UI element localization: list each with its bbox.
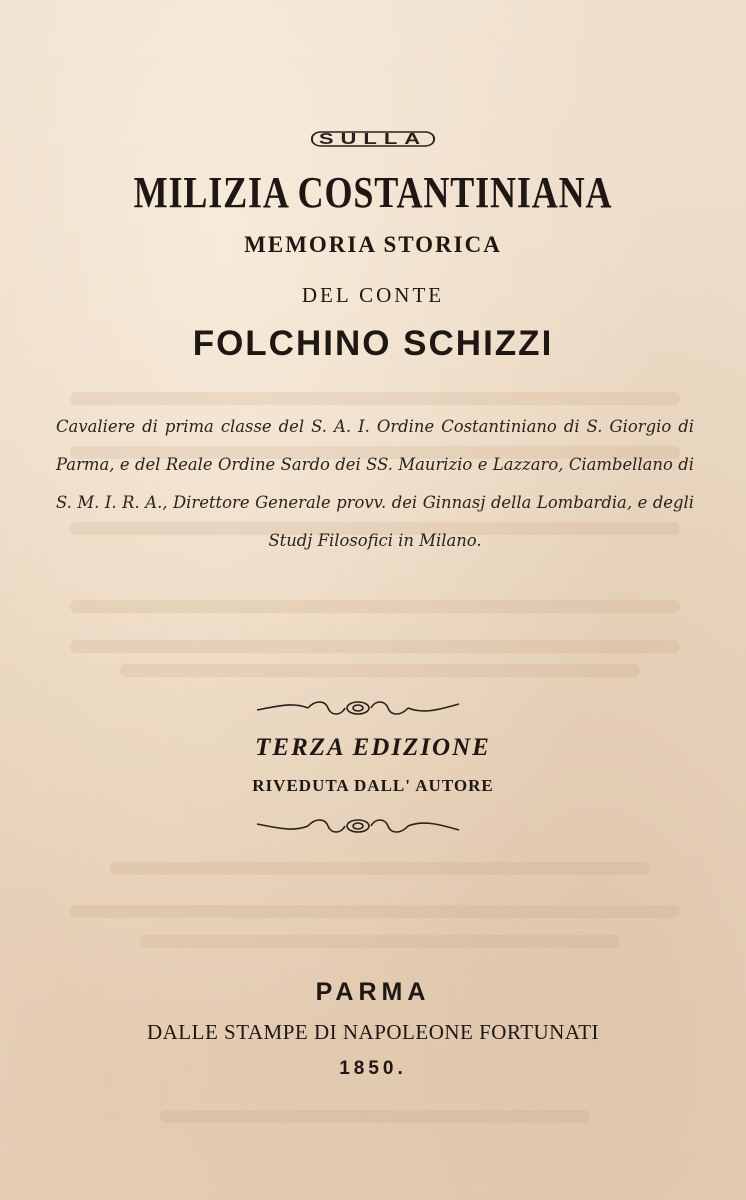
- ornament-divider-bottom: [253, 814, 463, 838]
- author-name: FOLCHINO SCHIZZI: [192, 324, 554, 363]
- author-honors: Cavaliere di prima classe del S. A. I. Ordine Costantiniano di S. Giorgio di Parma, e del Reale Ordine Sardo dei SS. Maurizio e Lazzaro, Ciambellano di S. M. I. R. A., Direttore Generale provv. dei Ginnasj della Lombardia, e degli Studj Filosofici in Milano.: [56, 417, 694, 550]
- ornamental-heading: SULLA: [0, 126, 746, 152]
- by-line: DEL CONTE: [301, 283, 445, 307]
- edition-label: TERZA EDIZIONE: [255, 734, 491, 761]
- ornament-divider-top: [253, 696, 463, 720]
- publication-year: 1850.: [339, 1058, 407, 1079]
- printer-line: DALLE STAMPE DI NAPOLEONE FORTUNATI: [146, 1020, 600, 1044]
- book-subtitle: MEMORIA STORICA: [244, 232, 502, 257]
- revised-label: RIVEDUTA DALL' AUTORE: [252, 776, 494, 795]
- publication-city: PARMA: [315, 978, 431, 1006]
- book-title: MILIZIA COSTANTINIANA: [133, 168, 613, 217]
